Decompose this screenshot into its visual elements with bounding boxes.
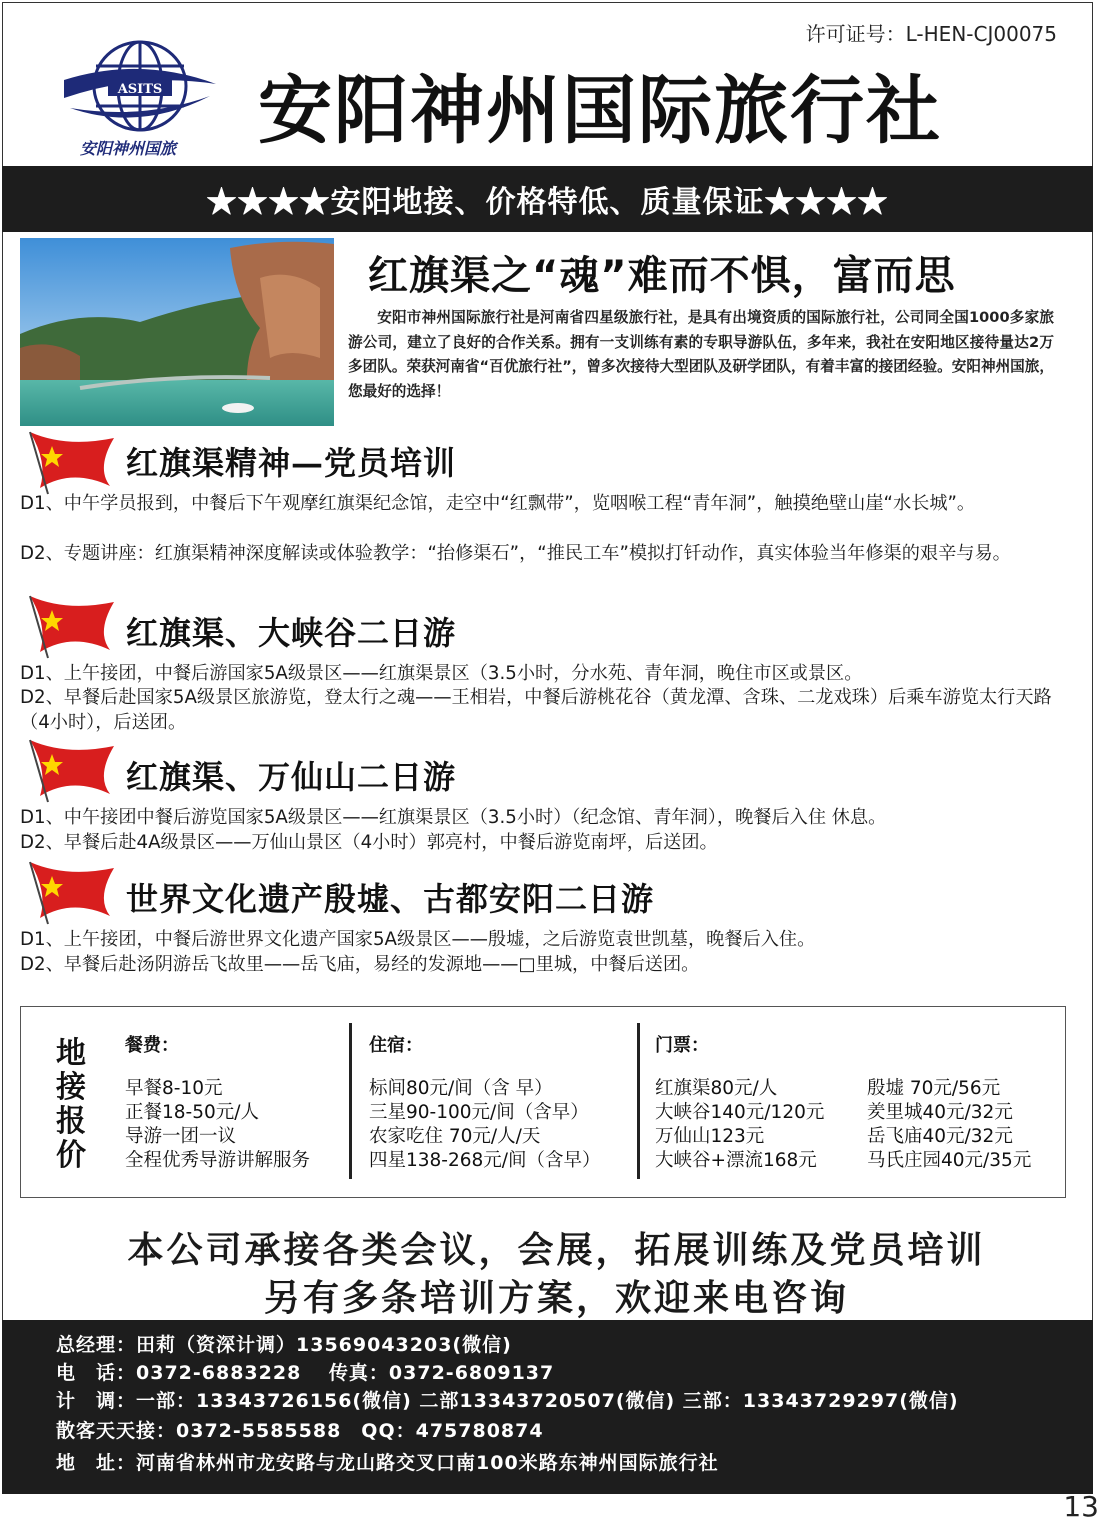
ticket-item: 岳飞庙40元/32元	[867, 1126, 1013, 1147]
ticket-item: 万仙山123元	[655, 1126, 765, 1147]
lodging-item: 三星90-100元/间（含早）	[369, 1102, 589, 1123]
lodging-item: 农家吃住 70元/人/天	[369, 1126, 541, 1147]
ticket-item: 大峡谷+漂流168元	[655, 1150, 817, 1171]
meals-item: 全程优秀导游讲解服务	[125, 1150, 311, 1171]
ticket-item: 羑里城40元/32元	[867, 1102, 1013, 1123]
contact-bar	[2, 1320, 1093, 1494]
contact-address: 地 址：河南省林州市龙安路与龙山路交叉口南100米路东神州国际旅行社	[56, 1452, 719, 1474]
meals-item: 导游一团一议	[125, 1126, 237, 1147]
tour-day-text: D1、上午接团，中餐后游世界文化遗产国家5A级景区——殷墟，之后游览袁世凯墓，晚餐后入住。	[20, 929, 816, 950]
tour-day-text: D2、早餐后赴国家5A级景区旅游览，登太行之魂——王相岩，中餐后游桃花谷（黄龙潭、含珠、二龙戏珠）后乘车游览太行天路（4小时），后送团。	[20, 687, 1052, 733]
ticket-item: 马氏庄园40元/35元	[867, 1150, 1032, 1171]
pricing-label: 地接报价	[56, 1036, 86, 1173]
ticket-item: 大峡谷140元/120元	[655, 1102, 825, 1123]
red-flag-icon	[26, 428, 118, 496]
tour-day-text: D1、中午学员报到，中餐后下午观摩红旗渠纪念馆，走空中“红飘带”，览咽喉工程“青年洞”，触摸绝壁山崖“水长城”。	[20, 493, 976, 514]
tour-day	[20, 953, 1060, 978]
logo-text: ASITS	[117, 82, 163, 97]
lodging-item: 四星138-268元/间（含早）	[369, 1150, 601, 1171]
slogan-text: ★★★★安阳地接、价格特低、质量保证★★★★	[206, 185, 889, 220]
contact-phone: 电 话：0372-6883228 传真：0372-6809137	[56, 1362, 555, 1384]
company-name: 安阳神州国际旅行社	[258, 68, 942, 154]
contact-dispatch: 计 调：一部：13343726156(微信) 二部13343720507(微信) 三部：13343729297(微信)	[56, 1390, 959, 1412]
red-flag-icon	[26, 592, 118, 660]
ticket-item: 殷墟 70元/56元	[867, 1078, 1001, 1099]
page-number: 13	[1063, 1490, 1099, 1523]
license-number: 许可证号：L-HEN-CJ00075	[805, 22, 1057, 46]
red-flag-icon	[26, 858, 118, 926]
pricing-box	[20, 1006, 1066, 1198]
tour-day	[20, 542, 1060, 567]
tour-title: 红旗渠、万仙山二日游	[126, 758, 457, 796]
red-flag-icon	[26, 736, 118, 804]
tour-title: 世界文化遗产殷墟、古都安阳二日游	[126, 880, 655, 918]
slogan-bar	[2, 166, 1093, 232]
meals-heading: 餐费：	[125, 1035, 179, 1056]
tour-day	[20, 492, 1060, 517]
tour-day-text: D1、中午接团中餐后游览国家5A级景区——红旗渠景区（3.5小时）（纪念馆、青年洞），晚餐后入住 休息。	[20, 807, 887, 828]
contact-manager: 总经理：田莉（资深计调）13569043203(微信)	[56, 1334, 512, 1356]
tour-day	[20, 662, 1060, 687]
column-divider	[349, 1023, 352, 1179]
tickets-heading: 门票：	[655, 1035, 709, 1056]
promo-line: 本公司承接各类会议，会展，拓展训练及党员培训	[127, 1230, 986, 1271]
tour-day	[20, 806, 1060, 831]
hongqiqu-photo	[20, 238, 334, 426]
lodging-heading: 住宿：	[369, 1035, 423, 1056]
tour-day	[20, 686, 1060, 735]
meals-item: 正餐18-50元/人	[125, 1102, 259, 1123]
tour-day	[20, 831, 1060, 856]
tour-title: 红旗渠、大峡谷二日游	[126, 614, 457, 652]
tour-day-text: D2、早餐后赴汤阴游岳飞故里——岳飞庙，易经的发源地——□里城，中餐后送团。	[20, 954, 700, 975]
tour-day-text: D2、专题讲座：红旗渠精神深度解读或体验教学：“抬修渠石”，“推民工车”模拟打钎动作，真实体验当年修渠的艰辛与易。	[20, 543, 1011, 564]
intro-paragraph: 安阳市神州国际旅行社是河南省四星级旅行社，是具有出境资质的国际旅行社，公司同全国1000多家旅游公司，建立了良好的合作关系。拥有一支训练有素的专职导游队伍，多年来，我社在安阳地区接待量达2万多团队。荣获河南省“百优旅行社”，曾多次接待大型团队及研学团队，有着丰富的接团经验。安阳神州国旅，您最好的选择！	[348, 309, 1054, 400]
ticket-item: 红旗渠80元/人	[655, 1078, 778, 1099]
lodging-item: 标间80元/间（含 早）	[369, 1078, 553, 1099]
logo-caption: 安阳神州国旅	[80, 139, 177, 158]
tour-day-text: D2、早餐后赴4A级景区——万仙山景区（4小时）郭亮村，中餐后游览南坪，后送团。	[20, 832, 718, 853]
tour-day-text: D1、上午接团，中餐后游国家5A级景区——红旗渠景区（3.5小时，分水苑、青年洞，晚住市区或景区。	[20, 663, 863, 684]
promo-line: 另有多条培训方案，欢迎来电咨询	[263, 1278, 849, 1319]
intro-title: 红旗渠之“魂”难而不惧，富而思	[368, 253, 956, 299]
tour-day	[20, 928, 1060, 953]
contact-walkin: 散客天天接：0372-5585588 QQ：475780874	[56, 1420, 544, 1442]
column-divider	[637, 1023, 640, 1179]
tour-title: 红旗渠精神—党员培训	[126, 444, 457, 482]
meals-item: 早餐8-10元	[125, 1078, 223, 1099]
